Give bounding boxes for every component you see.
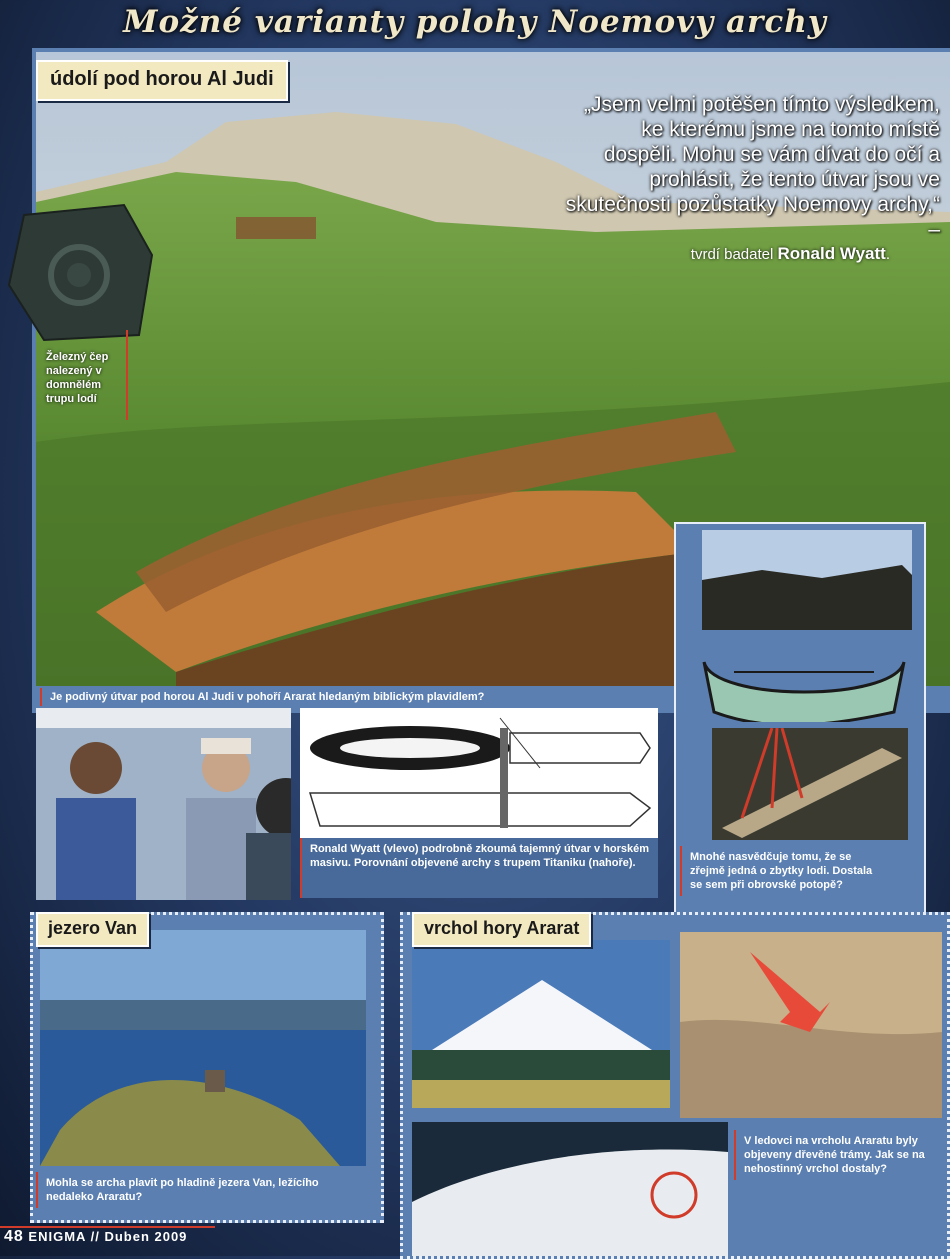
quote-attribution-name: Ronald Wyatt (777, 244, 886, 263)
section-label-van: jezero Van (36, 912, 149, 947)
ararat-caption: V ledovci na vrcholu Araratu byly objeveny dřevěné trámy. Jak se na nehostinný vrchol dostaly? (734, 1130, 950, 1180)
ararat-mountain-photo (412, 940, 670, 1108)
section-label-al-judi: údolí pod horou Al Judi (36, 60, 288, 101)
wyatt-quote: „Jsem velmi potěšen tímto výsledkem, ke kterému jsme na tomto místě dospěli. Mohu se vám dívat do očí a prohlásit, že tento útvar jsou ve skutečnosti pozůstatky Noemovy archy,“ – (565, 93, 940, 241)
wyatt-caption: Ronald Wyatt (vlevo) podrobně zkoumá tajemný útvar v horském masivu. Porovnání objevené archy s trupem Titaniku (nahoře). (300, 838, 658, 898)
page-footer (4, 1228, 187, 1246)
quote-attribution-prefix: tvrdí badatel (690, 246, 774, 263)
glacier-beam-photo (680, 932, 942, 1118)
wyatt-team-photo (36, 708, 291, 900)
van-caption: Mohla se archa plavit po hladině jezera Van, ležícího nedaleko Araratu? (36, 1172, 354, 1208)
footer-rule (0, 1226, 215, 1228)
ship-caption: Mnohé nasvědčuje tomu, že se zřejmě jedná o zbytky lodi. Dostala se sem při obrovské potopě? (680, 846, 888, 896)
iron-rivet-photo (4, 195, 154, 345)
page-number: 48 (4, 1228, 24, 1245)
rivet-caption: Železný čep nalezený v domnělém trupu lodí (46, 351, 109, 405)
titanic-comparison-diagram (300, 708, 658, 838)
ark-cross-section-diagram (694, 642, 914, 722)
main-photo-caption: Je podivný útvar pod horou Al Judi v pohoří Ararat hledaným biblickým plavidlem? (40, 688, 678, 706)
lake-van-photo (40, 930, 366, 1166)
page-title: Možné varianty polohy Noemovy archy (123, 4, 827, 40)
glacier-summit-photo (412, 1122, 728, 1256)
issue-date: Duben 2009 (104, 1229, 188, 1244)
quote-attribution: tvrdí badatel Ronald Wyatt. (690, 244, 890, 263)
footer-separator: // (90, 1229, 100, 1244)
rivet-caption-line (126, 330, 128, 420)
magazine-name: ENIGMA (28, 1229, 86, 1244)
ark-remains-photo (712, 728, 908, 840)
section-label-ararat: vrchol hory Ararat (412, 912, 591, 947)
ridge-photo (702, 530, 912, 630)
